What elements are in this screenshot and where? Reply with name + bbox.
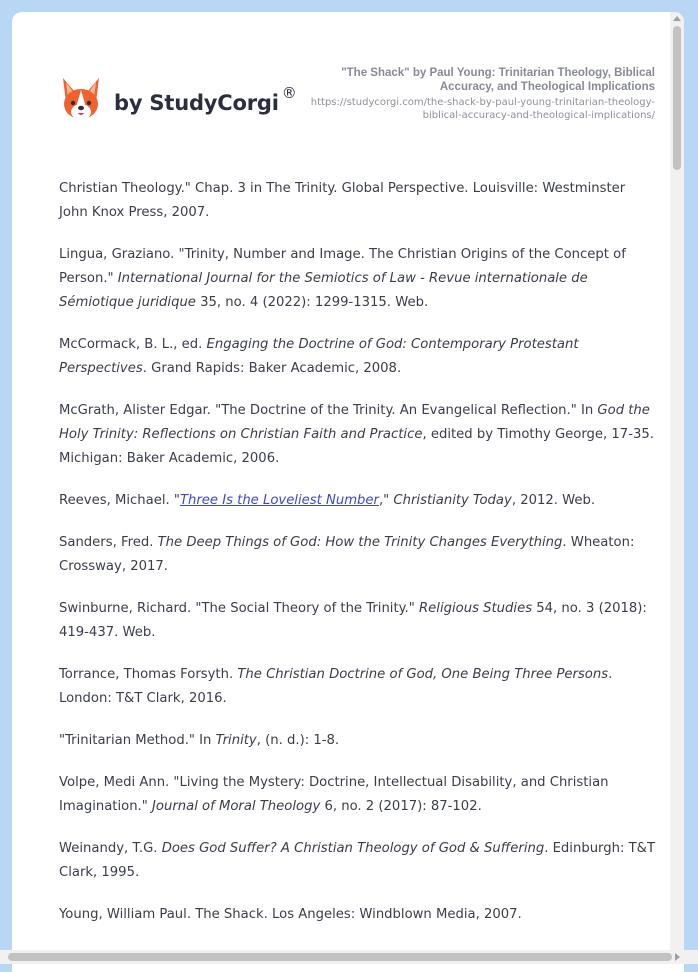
reference-text: Volpe, Medi Ann. "Living the Mystery: Doctrine, Intellectual Disability, and Christian Imagination." xyxy=(59,775,609,814)
reference-text: McCormack, B. L., ed. xyxy=(59,337,207,352)
vertical-scroll-thumb[interactable] xyxy=(673,26,681,170)
corgi-logo-icon xyxy=(60,76,102,122)
reference-entry xyxy=(59,903,655,927)
reference-italic-text: The Deep Things of God: How the Trinity Changes Everything xyxy=(157,535,563,550)
logo-text xyxy=(114,84,297,115)
reference-text: . Grand Rapids: Baker Academic, 2008. xyxy=(142,361,402,376)
reference-text: Torrance, Thomas Forsyth. xyxy=(59,667,238,682)
document-page xyxy=(12,12,684,972)
reference-text: , 2012. Web. xyxy=(511,493,596,508)
reference-text: Sanders, Fred. xyxy=(59,535,158,550)
reference-italic-text: The Christian Doctrine of God, One Being Three Persons xyxy=(237,667,609,682)
reference-text: "Trinitarian Method." In xyxy=(59,733,216,748)
reference-italic-text: Christianity Today xyxy=(393,493,512,508)
reference-italic-text: Religious Studies xyxy=(419,601,533,616)
reference-entry xyxy=(59,243,655,315)
reference-entry xyxy=(59,399,655,471)
reference-entry xyxy=(59,663,655,711)
reference-italic-text: International Journal for the Semiotics of Law - Revue internationale de Sémiotique juridique xyxy=(59,271,588,310)
document-title: "The Shack" by Paul Young: Trinitarian Theology, Biblical Accuracy, and Theological Implications xyxy=(341,67,655,93)
reference-italic-text: Engaging the Doctrine of God: Contemporary Protestant Perspectives xyxy=(59,337,579,376)
reference-italic-text: Trinity xyxy=(215,733,257,748)
reference-list xyxy=(59,177,655,945)
reference-text: . Edinburgh: T&T Clark, 1995. xyxy=(59,841,656,880)
reference-italic-text: God the Holy Trinity: Reflections on Christian Faith and Practice xyxy=(59,403,650,442)
reference-entry xyxy=(59,771,655,819)
reference-entry xyxy=(59,531,655,579)
reference-entry xyxy=(59,837,655,885)
reference-entry xyxy=(59,597,655,645)
reference-text: 6, no. 2 (2017): 87-102. xyxy=(320,799,482,814)
logo-wordmark: by StudyCorgi xyxy=(114,91,279,115)
studycorgi-logo[interactable] xyxy=(60,76,297,122)
reference-text: . London: T&T Clark, 2016. xyxy=(59,667,613,706)
reference-entry xyxy=(59,333,655,381)
reference-text: Swinburne, Richard. "The Social Theory of the Trinity." xyxy=(59,601,420,616)
horizontal-scroll-thumb[interactable] xyxy=(8,953,672,961)
reference-italic-text: Journal of Moral Theology xyxy=(152,799,321,814)
source-info xyxy=(295,66,655,122)
vertical-scrollbar[interactable] xyxy=(670,12,684,962)
reference-text: , edited by Timothy George, 17-35. Michigan: Baker Academic, 2006. xyxy=(59,427,654,466)
reference-text: . Wheaton: Crossway, 2017. xyxy=(59,535,635,574)
reference-text: Christian Theology." Chap. 3 in The Trinity. Global Perspective. Louisville: Westminster John Knox Press, 2007. xyxy=(59,181,626,220)
reference-entry xyxy=(59,177,655,225)
reference-text: Young, William Paul. The Shack. Los Angeles: Windblown Media, 2007. xyxy=(59,907,522,922)
document-url[interactable]: https://studycorgi.com/the-shack-by-paul-young-trinitarian-theology-biblical-accuracy-and-theological-implications/ xyxy=(310,97,655,121)
reference-text: Lingua, Graziano. "Trinity, Number and Image. The Christian Origins of the Concept of Person." xyxy=(59,247,626,286)
reference-text: 35, no. 4 (2022): 1299-1315. Web. xyxy=(195,295,429,310)
reference-text: Reeves, Michael. " xyxy=(59,493,180,508)
reference-text: 54, no. 3 (2018): 419-437. Web. xyxy=(59,601,647,640)
registered-mark: ® xyxy=(281,84,297,102)
horizontal-scrollbar[interactable] xyxy=(0,950,698,964)
scroll-right-arrow-icon[interactable] xyxy=(675,953,680,961)
reference-entry xyxy=(59,729,655,753)
reference-entry xyxy=(59,489,655,513)
reference-text: Weinandy, T.G. xyxy=(59,841,162,856)
page-header xyxy=(12,12,684,152)
reference-link[interactable]: Three Is the Loveliest Number xyxy=(179,493,379,508)
reference-text: McGrath, Alister Edgar. "The Doctrine of the Trinity. An Evangelical Reflection." In xyxy=(59,403,598,418)
scroll-up-arrow-icon[interactable] xyxy=(673,16,681,21)
reference-italic-text: Does God Suffer? A Christian Theology of God & Suffering xyxy=(161,841,545,856)
reference-text: , (n. d.): 1-8. xyxy=(256,733,340,748)
reference-text: ," xyxy=(378,493,394,508)
